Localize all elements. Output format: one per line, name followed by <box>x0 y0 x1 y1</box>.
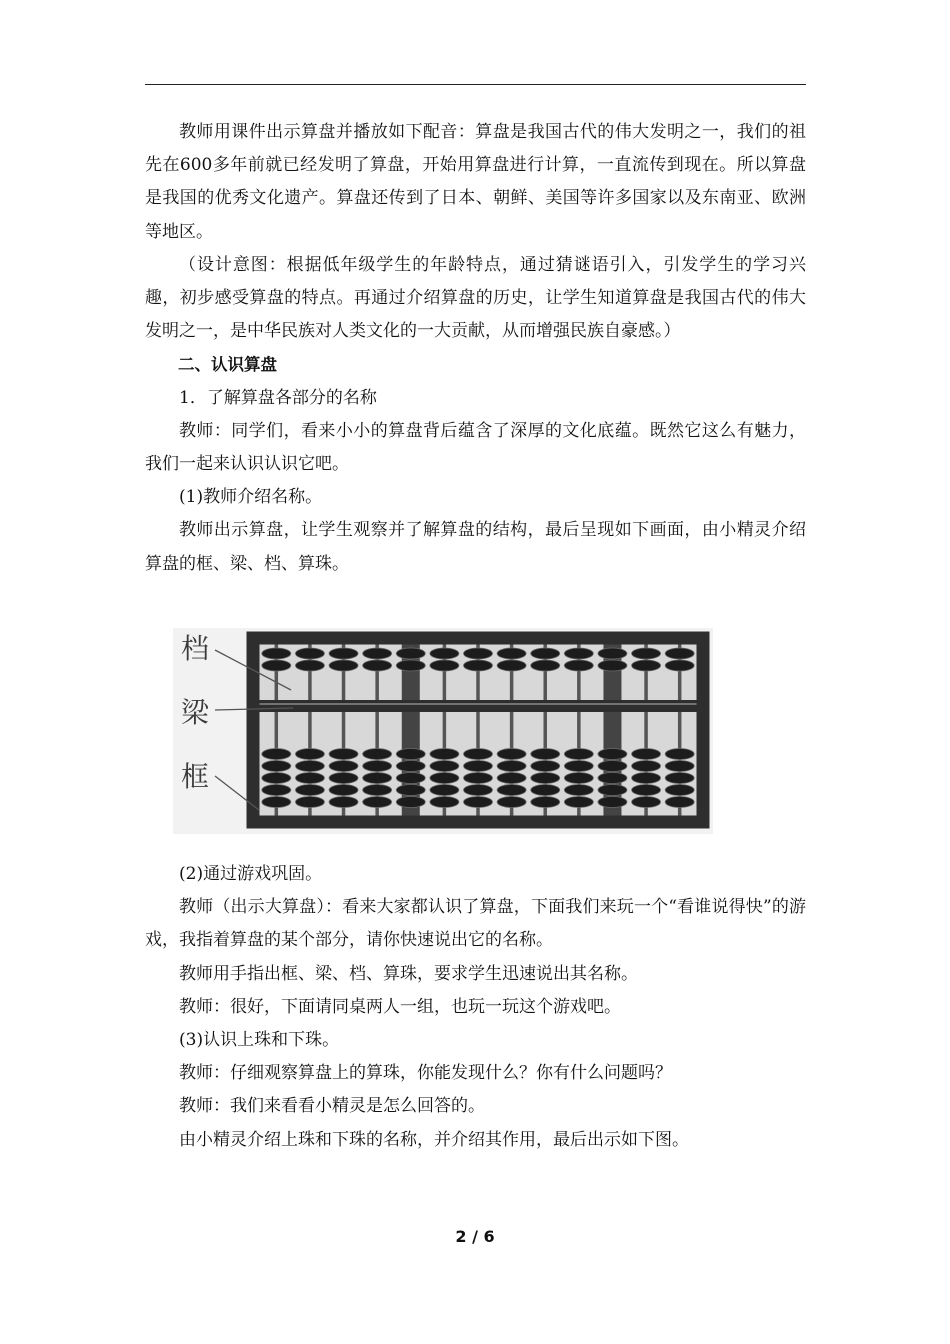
abacus-upper-bead <box>531 648 560 659</box>
paragraph: 教师：很好，下面请同桌两人一组，也玩一玩这个游戏吧。 <box>179 996 621 1017</box>
abacus-lower-bead <box>329 785 358 796</box>
label-dang: 档 <box>181 632 210 665</box>
paragraph: (2)通过游戏巩固。 <box>179 864 323 884</box>
abacus-upper-bead <box>497 660 526 671</box>
abacus-upper-bead <box>665 660 694 671</box>
subsection-heading: 1．了解算盘各部分的名称 <box>179 387 377 408</box>
abacus-upper-bead <box>262 648 291 659</box>
abacus-lower-bead <box>329 773 358 784</box>
abacus-lower-bead <box>329 797 358 808</box>
abacus-lower-bead <box>497 797 526 808</box>
label-kuang: 框 <box>181 760 210 793</box>
abacus-lower-bead <box>598 797 627 808</box>
paragraph: 教师：同学们，看来小小的算盘背后蕴含了深厚的文化底蕴。既然它这么有魅力，我们一起来认识认识它吧。 <box>145 420 806 475</box>
abacus-lower-bead <box>396 749 425 760</box>
abacus-upper-bead <box>531 660 560 671</box>
abacus-lower-bead <box>430 785 459 796</box>
abacus-upper-bead <box>295 660 324 671</box>
abacus-lower-bead <box>531 749 560 760</box>
abacus-upper-bead <box>497 648 526 659</box>
section-heading: 二、认识算盘 <box>178 355 277 375</box>
abacus-lower-bead <box>531 773 560 784</box>
abacus-lower-bead <box>396 761 425 772</box>
abacus-upper-bead <box>632 660 661 671</box>
label-liang: 梁 <box>181 696 210 729</box>
abacus-upper-bead <box>564 660 593 671</box>
abacus-lower-bead <box>262 749 291 760</box>
abacus-diagram <box>173 628 713 834</box>
abacus-upper-bead <box>464 648 493 659</box>
abacus-lower-bead <box>497 773 526 784</box>
abacus-upper-bead <box>665 648 694 659</box>
abacus-upper-bead <box>632 648 661 659</box>
abacus-lower-bead <box>632 761 661 772</box>
abacus-lower-bead <box>430 761 459 772</box>
abacus-lower-bead <box>464 749 493 760</box>
abacus-lower-bead <box>665 773 694 784</box>
abacus-lower-bead <box>464 797 493 808</box>
abacus-lower-bead <box>430 797 459 808</box>
abacus-figure <box>173 628 713 834</box>
abacus-lower-bead <box>262 785 291 796</box>
abacus-lower-bead <box>598 785 627 796</box>
abacus-lower-bead <box>262 797 291 808</box>
abacus-upper-bead <box>430 648 459 659</box>
abacus-lower-bead <box>329 761 358 772</box>
abacus-lower-bead <box>665 785 694 796</box>
abacus-upper-bead <box>329 648 358 659</box>
paragraph: (3)认识上珠和下珠。 <box>179 1030 340 1051</box>
page-number: 2 / 6 <box>455 1227 495 1246</box>
paragraph: 教师用课件出示算盘并播放如下配音：算盘是我国古代的伟大发明之一，我们的祖先在600多年前就已经发明了算盘，开始用算盘进行计算，一直流传到现在。所以算盘是我国的优秀文化遗产。算盘还传到了日本、朝鲜、美国等许多国家以及东南亚、欧洲等地区。 <box>145 122 806 242</box>
abacus-lower-bead <box>295 761 324 772</box>
abacus-lower-bead <box>295 749 324 760</box>
abacus-lower-bead <box>665 761 694 772</box>
abacus-upper-bead <box>430 660 459 671</box>
design-intent-paragraph: （设计意图：根据低年级学生的年龄特点，通过猜谜语引入，引发学生的学习兴趣，初步感受算盘的特点。再通过介绍算盘的历史，让学生知道算盘是我国古代的伟大发明之一，是中华民族对人类文化的一大贡献，从而增强民族自豪感。） <box>145 254 806 342</box>
abacus-lower-bead <box>396 773 425 784</box>
abacus-lower-bead <box>464 785 493 796</box>
abacus-lower-bead <box>598 773 627 784</box>
abacus-lower-bead <box>363 797 392 808</box>
abacus-lower-bead <box>363 773 392 784</box>
abacus-lower-bead <box>665 797 694 808</box>
abacus-lower-bead <box>464 773 493 784</box>
abacus-lower-bead <box>295 785 324 796</box>
abacus-lower-bead <box>363 749 392 760</box>
abacus-lower-bead <box>396 785 425 796</box>
abacus-lower-bead <box>632 797 661 808</box>
abacus-upper-bead <box>329 660 358 671</box>
abacus-lower-bead <box>497 785 526 796</box>
abacus-lower-bead <box>632 749 661 760</box>
abacus-lower-bead <box>497 761 526 772</box>
abacus-upper-bead <box>363 648 392 659</box>
abacus-lower-bead <box>632 785 661 796</box>
abacus-lower-bead <box>564 797 593 808</box>
abacus-upper-bead <box>295 648 324 659</box>
abacus-beam <box>260 700 697 712</box>
abacus-lower-bead <box>531 761 560 772</box>
abacus-lower-bead <box>564 761 593 772</box>
abacus-upper-bead <box>396 660 425 671</box>
abacus-lower-bead <box>531 785 560 796</box>
abacus-lower-bead <box>262 773 291 784</box>
abacus-upper-bead <box>396 648 425 659</box>
page-body-continued <box>145 858 806 1157</box>
abacus-lower-bead <box>665 749 694 760</box>
paragraph: 教师出示算盘，让学生观察并了解算盘的结构，最后呈现如下画面，由小精灵介绍算盘的框、梁、档、算珠。 <box>145 520 806 574</box>
abacus-lower-bead <box>632 773 661 784</box>
abacus-lower-bead <box>531 797 560 808</box>
paragraph: 教师用手指出框、梁、档、算珠，要求学生迅速说出其名称。 <box>179 963 638 984</box>
abacus-lower-bead <box>329 749 358 760</box>
paragraph: 教师：我们来看看小精灵是怎么回答的。 <box>179 1096 485 1117</box>
abacus-lower-bead <box>430 749 459 760</box>
abacus-lower-bead <box>598 749 627 760</box>
abacus-upper-bead <box>598 660 627 671</box>
header-rule <box>145 84 806 85</box>
abacus-lower-bead <box>295 797 324 808</box>
abacus-lower-bead <box>262 761 291 772</box>
abacus-upper-bead <box>598 648 627 659</box>
page-body <box>145 116 806 581</box>
abacus-lower-bead <box>598 761 627 772</box>
abacus-upper-bead <box>564 648 593 659</box>
abacus-lower-bead <box>497 749 526 760</box>
abacus-lower-bead <box>464 761 493 772</box>
abacus-upper-bead <box>363 660 392 671</box>
abacus-upper-bead <box>262 660 291 671</box>
abacus-lower-bead <box>564 785 593 796</box>
abacus-upper-bead <box>464 660 493 671</box>
abacus-lower-bead <box>363 761 392 772</box>
abacus-lower-bead <box>295 773 324 784</box>
abacus-lower-bead <box>564 749 593 760</box>
abacus-lower-bead <box>430 773 459 784</box>
abacus-lower-bead <box>396 797 425 808</box>
abacus-lower-bead <box>363 785 392 796</box>
paragraph: (1)教师介绍名称。 <box>179 487 323 508</box>
paragraph: 由小精灵介绍上珠和下珠的名称，并介绍其作用，最后出示如下图。 <box>179 1129 689 1150</box>
abacus-lower-bead <box>564 773 593 784</box>
paragraph: 教师：仔细观察算盘上的算珠，你能发现什么？你有什么问题吗？ <box>179 1063 672 1084</box>
paragraph: 教师（出示大算盘）：看来大家都认识了算盘，下面我们来玩一个“看谁说得快”的游戏，我指着算盘的某个部分，请你快速说出它的名称。 <box>145 897 806 951</box>
